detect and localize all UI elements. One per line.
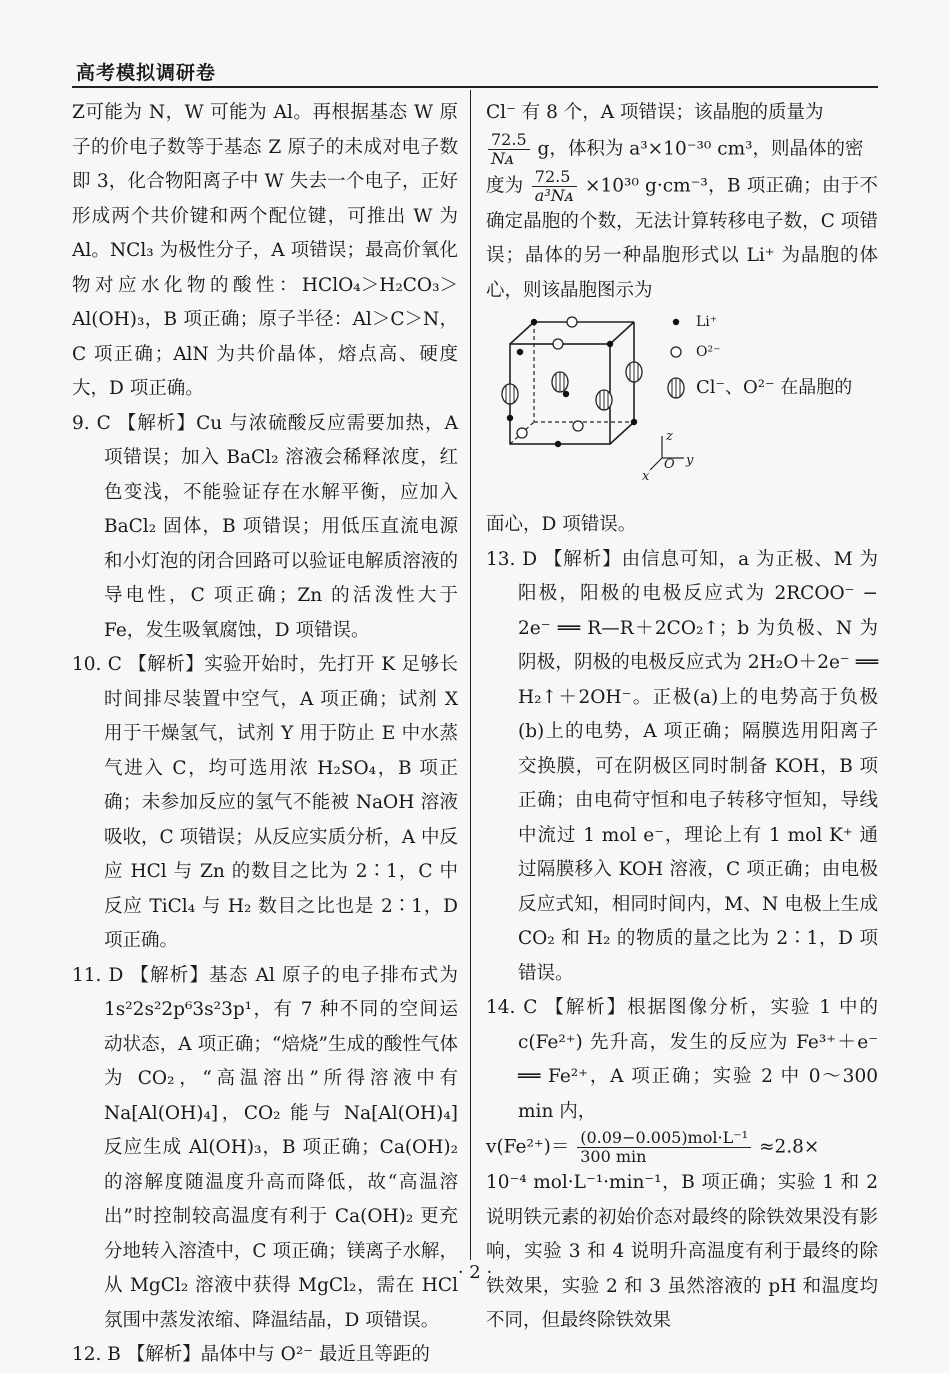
answer-10: 10. C 【解析】实验开始时，先打开 K 足够长时间排尽装置中空气，A 项正确；试剂 X 用于干燥氢气，试剂 Y 用于防止 E 中水蒸气进入 C，均可选用浓 H₂SO₄，B 项正确；未参加反应的氢气不能被 NaOH 溶液吸收，C 项错误；从反应实质分析，A 中反应 HCl 与 Zn 的数目之比为 2∶1，C 中反应 TiCl₄ 与 H₂ 数目之比也是 2∶1，D 项正确。	[72, 654, 458, 951]
fraction-denominator: Nᴀ	[491, 148, 515, 168]
x-axis	[650, 458, 662, 470]
o2-atom	[553, 339, 563, 349]
page-header-title: 高考模拟调研卷	[76, 62, 217, 84]
answer-14-start: 14. C 【解析】根据图像分析，实验 1 中的 c(Fe²⁺) 先升高，发生的反应为 Fe³⁺＋e⁻ ══ Fe²⁺，A 项正确；实验 2 中 0～300 min 内，	[486, 997, 878, 1122]
fraction-rate	[577, 1129, 751, 1166]
answer-12-volume: g，体积为 a³×10⁻³⁰ cm³，则晶体的密	[537, 138, 864, 159]
li-atom	[631, 419, 637, 425]
fraction-numerator: 72.5	[532, 168, 577, 187]
answer-9: 9. C 【解析】Cu 与浓硫酸反应需要加热，A 项错误；加入 BaCl₂ 溶液会稀释浓度，红色变浅，不能验证存在水解平衡，应加入 BaCl₂ 固体，B 项错误；用低压直流电源和小灯泡的闭合回路可以验证电解质溶液的导电性，C 项正确；Zn 的活泼性大于 Fe，发生吸氧腐蚀，D 项错误。	[72, 412, 458, 641]
answer-11: 11. D 【解析】基态 Al 原子的电子排布式为 1s²2s²2p⁶3s²3p¹，有 7 种不同的空间运动状态，A 项正确；“焙烧”生成的酸性气体为 CO₂，“高温溶出”所得溶液中有 Na[Al(OH)₄]，CO₂ 能与 Na[Al(OH)₄] 反应生成 Al(OH)₃，B 项正确；Ca(OH)₂ 的溶解度随温度升高而降低，故“高温溶出”时控制较高温度有利于 Ca(OH)₂ 更充分地转入溶渣中，C 项正确；镁离子水解，从 MgCl₂ 溶液中获得 MgCl₂，需在 HCl 氛围中蒸发浓缩、降温结晶，D 项错误。	[72, 964, 458, 1331]
fraction-numerator: (0.09−0.005)mol·L⁻¹	[577, 1129, 751, 1148]
rate-approx: ≈2.8×	[758, 1136, 820, 1158]
fraction-numerator: 72.5	[488, 131, 530, 150]
fraction-denominator: a³Nᴀ	[534, 185, 574, 205]
legend-li-label: Li⁺	[696, 314, 718, 330]
page-number: · 2 ·	[457, 1262, 493, 1283]
cell-edge	[610, 422, 634, 444]
answer-12-start: 12. B 【解析】晶体中与 O²⁻ 最近且等距的	[72, 1344, 430, 1365]
answer-14-rate	[486, 1129, 878, 1166]
answer-12-density	[486, 168, 878, 309]
li-atom	[555, 441, 561, 447]
fraction-mass	[488, 131, 530, 168]
answer-12-density-rest: ×10³⁰ g·cm⁻³，B 项正确；由于不确定晶胞的个数，无法计算转移电子数，C 项错误；晶体的另一种晶胞形式以 Li⁺ 为晶胞的体心，则该晶胞图示为	[486, 175, 878, 301]
axis-origin-label: O	[664, 457, 675, 472]
cell-edge	[610, 322, 634, 344]
li-atom	[517, 349, 523, 355]
o2-atom	[573, 421, 583, 431]
left-column	[72, 96, 458, 1373]
answer-12-cont: Cl⁻ 有 8 个，A 项错误；该晶胞的质量为	[486, 102, 824, 123]
crystal-cell-figure	[486, 314, 878, 504]
axis-z-label: z	[666, 429, 673, 444]
axis-y-label: y	[686, 453, 694, 468]
column-divider	[470, 90, 471, 1260]
axis-x-label: x	[642, 469, 650, 484]
li-atom	[507, 415, 513, 421]
fraction-denominator: 300 min	[580, 1147, 647, 1166]
answer-14-rest: 10⁻⁴ mol·L⁻¹·min⁻¹，B 项正确；实验 1 和 2 说明铁元素的初始价态对最终的除铁效果没有影响，实验 3 和 4 说明升高温度有利于最终的除铁效果，实验 2 和 3 虽然溶液的 pH 和温度均不同，但最终除铁效果	[486, 1172, 878, 1331]
legend-o-label: O²⁻	[696, 344, 721, 360]
rate-label: v(Fe²⁺)＝	[486, 1136, 570, 1158]
density-label: 度为	[486, 175, 524, 196]
li-atom	[563, 391, 569, 397]
right-column	[486, 96, 878, 1339]
answer-13: 13. D 【解析】由信息可知，a 为正极、M 为阳极，阳极的电极反应式为 2RCOO⁻ − 2e⁻ ══ R—R＋2CO₂↑；b 为负极、N 为阴极，阴极的电极反应式为 2H₂O＋2e⁻ ══ H₂↑＋2OH⁻。正极(a)上的电势高于负极(b)上的电势，A 项正确；隔膜选用阳离子交换膜，可在阴极区同时制备 KOH，B 项正确；由电荷守恒和电子转移守恒知，导线中流过 1 mol e⁻，理论上有 1 mol K⁺ 通过隔膜移入 KOH 溶液，C 项正确；由电极反应式知，相同时间内，M、N 电极上生成 CO₂ 和 H₂ 的物质的量之比为 2∶1，D 项错误。	[486, 548, 878, 984]
unit-cell-diagram	[486, 314, 878, 504]
o2-atom	[567, 317, 577, 327]
legend-cl-label: Cl⁻、O²⁻ 在晶胞的	[696, 377, 853, 398]
answer-12-mass	[486, 131, 878, 168]
fraction-density	[532, 168, 577, 205]
li-atom	[531, 319, 537, 325]
answer-12-end: 面心，D 项错误。	[486, 514, 637, 535]
o2-atom	[517, 428, 527, 438]
cell-edge	[510, 322, 534, 344]
header-rule	[72, 86, 878, 88]
legend-o-marker	[671, 347, 681, 357]
legend-li-marker	[673, 319, 679, 325]
li-atom	[607, 341, 613, 347]
paragraph-continuation: Z可能为 N，W 可能为 Al。再根据基态 W 原子的价电子数等于基态 Z 原子的未成对电子数即 3，化合物阳离子中 W 失去一个电子，正好形成两个共价键和两个配位键，可推出 W 为 Al。NCl₃ 为极性分子，A 项错误；最高价氧化物对应水化物的酸性：HClO₄＞H₂CO₃＞Al(OH)₃，B 项正确；原子半径：Al＞C＞N，C 项正确；AlN 为共价晶体，熔点高、硬度大，D 项正确。	[72, 102, 458, 399]
